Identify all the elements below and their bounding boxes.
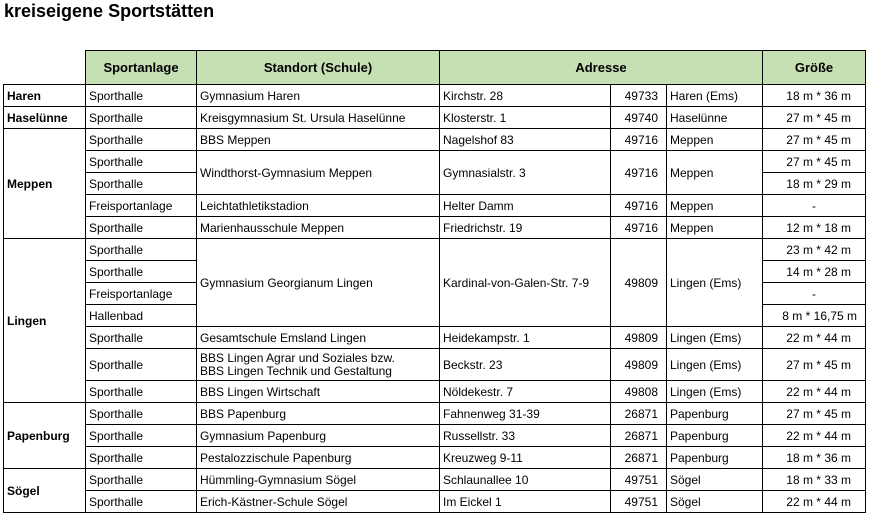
facility-size: 18 m * 29 m [763, 173, 866, 195]
school-name: Kreisgymnasium St. Ursula Haselünne [197, 107, 440, 129]
facility-size: 27 m * 45 m [763, 129, 866, 151]
table-row [4, 217, 866, 239]
town: Haren (Ems) [667, 85, 763, 107]
school-name-line-1: BBS Lingen Agrar und Soziales bzw. [200, 350, 395, 365]
street: Klosterstr. 1 [440, 107, 611, 129]
facility-type: Freisportanlage [86, 195, 197, 217]
facility-size: - [763, 283, 866, 305]
street: Nöldekestr. 7 [440, 381, 611, 403]
facility-size: 27 m * 45 m [763, 107, 866, 129]
table-row [4, 349, 866, 381]
page-title: kreiseigene Sportstätten [4, 1, 215, 21]
facility-size: 12 m * 18 m [763, 217, 866, 239]
header-blank-cell [4, 51, 86, 85]
school-name: Gesamtschule Emsland Lingen [197, 327, 440, 349]
facility-size: 14 m * 28 m [763, 261, 866, 283]
school-name: Gymnasium Papenburg [197, 425, 440, 447]
facility-type: Sporthalle [86, 173, 197, 195]
town: Papenburg [667, 403, 763, 425]
table-row [4, 129, 866, 151]
city-lingen: Lingen [4, 239, 86, 403]
street: Helter Damm [440, 195, 611, 217]
street: Fahnenweg 31-39 [440, 403, 611, 425]
table-row [4, 327, 866, 349]
postal-code: 49716 [611, 195, 667, 217]
facility-size: - [763, 195, 866, 217]
town: Meppen [667, 129, 763, 151]
street: Schlaunallee 10 [440, 469, 611, 491]
street: Beckstr. 23 [440, 349, 611, 381]
city-papenburg: Papenburg [4, 403, 86, 469]
facility-size: 22 m * 44 m [763, 381, 866, 403]
city-haren: Haren [4, 85, 86, 107]
town: Sögel [667, 491, 763, 513]
facility-type: Sporthalle [86, 129, 197, 151]
facility-size: 22 m * 44 m [763, 327, 866, 349]
postal-code: 26871 [611, 447, 667, 469]
town: Lingen (Ems) [667, 381, 763, 403]
postal-code: 49740 [611, 107, 667, 129]
header-standort: Standort (Schule) [197, 51, 440, 85]
school-name [197, 349, 440, 381]
town: Sögel [667, 469, 763, 491]
postal-code: 49716 [611, 217, 667, 239]
street: Gymnasialstr. 3 [440, 151, 611, 195]
header-groesse: Größe [763, 51, 866, 85]
table-row [4, 469, 866, 491]
table-row [4, 447, 866, 469]
facility-size: 23 m * 42 m [763, 239, 866, 261]
facility-type: Sporthalle [86, 425, 197, 447]
street: Friedrichstr. 19 [440, 217, 611, 239]
facility-type: Sporthalle [86, 469, 197, 491]
facility-size: 18 m * 36 m [763, 85, 866, 107]
facility-type: Sporthalle [86, 85, 197, 107]
facility-type: Sporthalle [86, 403, 197, 425]
header-sportanlage: Sportanlage [86, 51, 197, 85]
sports-facilities-table [3, 50, 866, 513]
facility-type: Sporthalle [86, 217, 197, 239]
table-header-row [4, 51, 866, 85]
table-row [4, 107, 866, 129]
school-name: Erich-Kästner-Schule Sögel [197, 491, 440, 513]
school-name-line-2: BBS Lingen Technik und Gestaltung [200, 363, 392, 378]
header-adresse: Adresse [440, 51, 763, 85]
postal-code: 49809 [611, 327, 667, 349]
town: Papenburg [667, 425, 763, 447]
facility-size: 22 m * 44 m [763, 425, 866, 447]
facility-size: 8 m * 16,75 m [763, 305, 866, 327]
table-row [4, 403, 866, 425]
facility-type: Sporthalle [86, 491, 197, 513]
table-row [4, 85, 866, 107]
postal-code: 49716 [611, 151, 667, 195]
school-name: Windthorst-Gymnasium Meppen [197, 151, 440, 195]
postal-code: 49716 [611, 129, 667, 151]
facility-type: Sporthalle [86, 107, 197, 129]
postal-code: 26871 [611, 403, 667, 425]
facility-type: Sporthalle [86, 327, 197, 349]
school-name: Pestalozzischule Papenburg [197, 447, 440, 469]
table-row [4, 239, 866, 261]
school-name: Hümmling-Gymnasium Sögel [197, 469, 440, 491]
table-row [4, 151, 866, 173]
school-name: BBS Lingen Wirtschaft [197, 381, 440, 403]
postal-code: 26871 [611, 425, 667, 447]
postal-code: 49809 [611, 239, 667, 327]
town: Lingen (Ems) [667, 239, 763, 327]
postal-code: 49751 [611, 491, 667, 513]
town: Haselünne [667, 107, 763, 129]
facility-type: Sporthalle [86, 447, 197, 469]
town: Lingen (Ems) [667, 327, 763, 349]
facility-type: Freisportanlage [86, 283, 197, 305]
street: Russellstr. 33 [440, 425, 611, 447]
school-name: Leichtathletikstadion [197, 195, 440, 217]
facility-type: Sporthalle [86, 381, 197, 403]
postal-code: 49808 [611, 381, 667, 403]
facility-size: 18 m * 36 m [763, 447, 866, 469]
facility-type: Sporthalle [86, 349, 197, 381]
town: Papenburg [667, 447, 763, 469]
city-soegel: Sögel [4, 469, 86, 513]
school-name: Marienhausschule Meppen [197, 217, 440, 239]
facility-size: 27 m * 45 m [763, 403, 866, 425]
facility-size: 22 m * 44 m [763, 491, 866, 513]
postal-code: 49733 [611, 85, 667, 107]
city-meppen: Meppen [4, 129, 86, 239]
street: Im Eickel 1 [440, 491, 611, 513]
town: Meppen [667, 195, 763, 217]
town: Meppen [667, 217, 763, 239]
school-name: Gymnasium Haren [197, 85, 440, 107]
city-haseluenne: Haselünne [4, 107, 86, 129]
street: Kardinal-von-Galen-Str. 7-9 [440, 239, 611, 327]
facility-size: 27 m * 45 m [763, 151, 866, 173]
table-row [4, 425, 866, 447]
facility-size: 27 m * 45 m [763, 349, 866, 381]
table-row [4, 195, 866, 217]
school-name: Gymnasium Georgianum Lingen [197, 239, 440, 327]
street: Heidekampstr. 1 [440, 327, 611, 349]
postal-code: 49751 [611, 469, 667, 491]
street: Kreuzweg 9-11 [440, 447, 611, 469]
table-row [4, 381, 866, 403]
facility-size: 18 m * 33 m [763, 469, 866, 491]
town: Lingen (Ems) [667, 349, 763, 381]
street: Kirchstr. 28 [440, 85, 611, 107]
facility-type: Sporthalle [86, 261, 197, 283]
town: Meppen [667, 151, 763, 195]
facility-type: Sporthalle [86, 239, 197, 261]
postal-code: 49809 [611, 349, 667, 381]
school-name: BBS Meppen [197, 129, 440, 151]
school-name: BBS Papenburg [197, 403, 440, 425]
facility-type: Hallenbad [86, 305, 197, 327]
street: Nagelshof 83 [440, 129, 611, 151]
facility-type: Sporthalle [86, 151, 197, 173]
table-row [4, 491, 866, 513]
